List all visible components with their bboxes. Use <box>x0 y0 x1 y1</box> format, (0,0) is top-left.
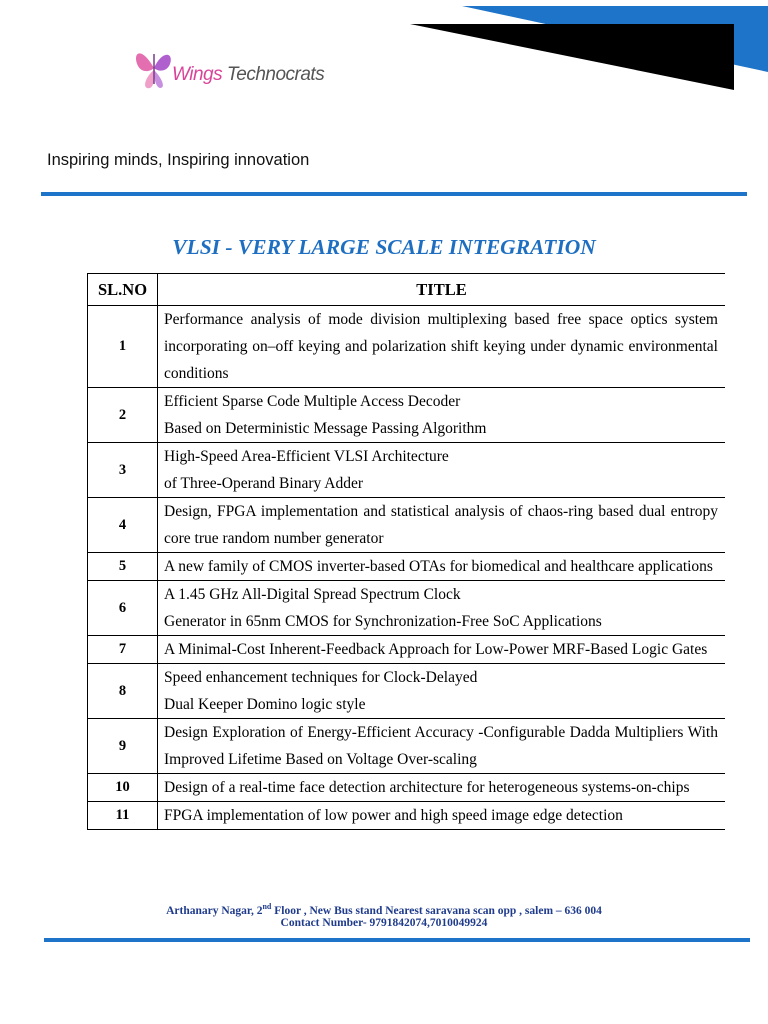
table-row <box>88 553 726 581</box>
company-logo <box>132 40 346 96</box>
table-body <box>88 306 726 830</box>
row-title-line: Design of a real-time face detection architecture for heterogeneous systems-on-chips <box>164 779 690 796</box>
table-row <box>88 774 726 802</box>
row-title-line: Based on Deterministic Message Passing Algorithm <box>164 420 487 437</box>
row-number: 2 <box>88 388 158 443</box>
corner-black-shape <box>410 24 734 90</box>
table-row <box>88 498 726 553</box>
row-number: 9 <box>88 719 158 774</box>
row-number: 5 <box>88 553 158 581</box>
row-number: 11 <box>88 802 158 830</box>
row-title-line: Efficient Sparse Code Multiple Access Decoder <box>164 393 461 410</box>
logo-word-wings: Wings <box>172 64 223 85</box>
row-title <box>158 636 726 664</box>
row-title <box>158 553 726 581</box>
footer-address-start: Arthanary Nagar, 2 <box>166 904 263 917</box>
row-title <box>158 802 726 830</box>
table-row <box>88 443 726 498</box>
document-title: VLSI - VERY LARGE SCALE INTEGRATION <box>172 235 596 259</box>
row-title-line: Performance analysis of mode division multiplexing based free space optics system incorporating on–off keying and polarization shift keying under dynamic environmental conditions <box>164 311 718 382</box>
footer-divider <box>44 938 750 942</box>
tagline: Inspiring minds, Inspiring innovation <box>47 151 310 169</box>
footer-address-end: Floor , New Bus stand Nearest saravana scan opp , salem – 636 004 <box>271 904 602 917</box>
row-title <box>158 443 726 498</box>
table-header-row <box>88 274 726 306</box>
row-title <box>158 498 726 553</box>
row-title-line: Design Exploration of Energy-Efficient Accuracy -Configurable Dadda Multipliers With Improved Lifetime Based on Voltage Over-scaling <box>164 724 718 768</box>
logo-wordmark <box>172 64 324 86</box>
row-title <box>158 719 726 774</box>
logo-word-technocrats: Technocrats <box>226 64 325 85</box>
corner-decoration <box>0 0 768 100</box>
row-title-line: Speed enhancement techniques for Clock-Delayed <box>164 669 478 686</box>
row-title <box>158 306 726 388</box>
row-title-line: A 1.45 GHz All-Digital Spread Spectrum Clock <box>164 586 461 603</box>
row-number: 4 <box>88 498 158 553</box>
row-number: 7 <box>88 636 158 664</box>
row-title-line: Design, FPGA implementation and statistical analysis of chaos-ring based dual entropy core true random number generator <box>164 503 718 547</box>
row-title-line: Dual Keeper Domino logic style <box>164 696 366 713</box>
table-row <box>88 802 726 830</box>
row-title-line: Generator in 65nm CMOS for Synchronization-Free SoC Applications <box>164 613 602 630</box>
row-title-line: A new family of CMOS inverter-based OTAs for biomedical and healthcare applications <box>164 558 713 575</box>
footer-address-sup: nd <box>262 902 272 911</box>
row-title-line: FPGA implementation of low power and high speed image edge detection <box>164 807 623 824</box>
table-row <box>88 719 726 774</box>
row-title-line: High-Speed Area-Efficient VLSI Architecture <box>164 448 449 465</box>
row-title-line: A Minimal-Cost Inherent-Feedback Approach for Low-Power MRF-Based Logic Gates <box>164 641 708 658</box>
header-divider <box>41 192 747 196</box>
row-number: 1 <box>88 306 158 388</box>
header-sl-no: SL.NO <box>88 274 158 306</box>
table-row <box>88 388 726 443</box>
row-title <box>158 388 726 443</box>
titles-table-container <box>87 273 725 901</box>
footer-address <box>0 902 768 917</box>
row-title <box>158 774 726 802</box>
titles-table <box>87 273 725 830</box>
footer-contact: Contact Number- 9791842074,7010049924 <box>280 917 488 929</box>
table-row <box>88 306 726 388</box>
butterfly-icon <box>132 40 176 94</box>
row-title <box>158 581 726 636</box>
row-number: 3 <box>88 443 158 498</box>
row-number: 8 <box>88 664 158 719</box>
row-title-line: of Three-Operand Binary Adder <box>164 475 363 492</box>
header-title: TITLE <box>158 274 726 306</box>
row-number: 6 <box>88 581 158 636</box>
row-title <box>158 664 726 719</box>
table-row <box>88 581 726 636</box>
table-row <box>88 636 726 664</box>
table-row <box>88 664 726 719</box>
row-number: 10 <box>88 774 158 802</box>
